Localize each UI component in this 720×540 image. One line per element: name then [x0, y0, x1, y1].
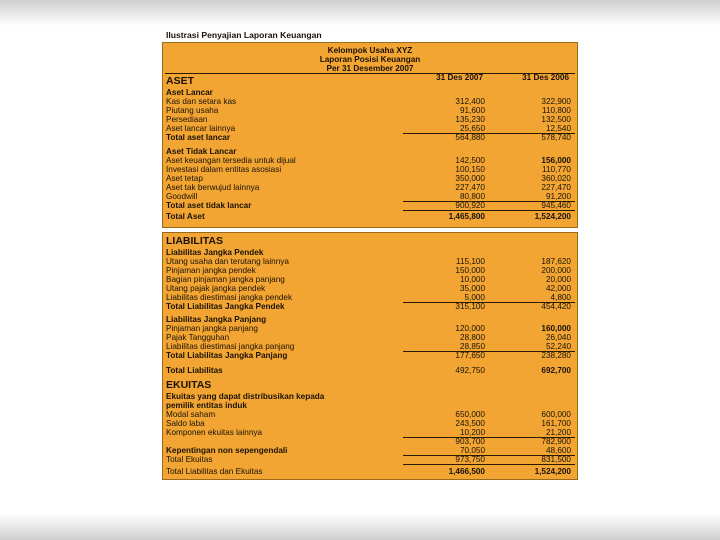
liabilitas-pendek-heading: Liabilitas Jangka Pendek	[166, 248, 264, 257]
row-value-2007: 120,000	[455, 324, 485, 333]
total-label: Total Liabilitas Jangka Panjang	[166, 351, 288, 360]
row-label: Kas dan setara kas	[166, 97, 237, 106]
ekuitas-subheading-1: Ekuitas yang dapat distribusikan kepada	[166, 392, 325, 401]
row-value-2007: 28,800	[459, 333, 485, 342]
row-value-2006: 21,200	[545, 428, 571, 437]
total-label: Total aset tidak lancar	[166, 201, 252, 210]
row-label: Modal saham	[166, 410, 216, 419]
row-label: Aset tak berwujud lainnya	[166, 183, 260, 192]
row-value-2006: 156,000	[541, 156, 571, 165]
row-value-2007: 115,100	[456, 257, 485, 266]
row-value-2007: 35,000	[459, 284, 485, 293]
row-value-2006: 187,620	[541, 257, 571, 266]
row-value-2007: 150,000	[455, 266, 485, 275]
row-value-2006: 26,040	[545, 333, 571, 342]
subtotal-2006: 782,900	[541, 437, 571, 446]
row-value-2006: 600,000	[541, 410, 571, 419]
row-value-2006: 12,540	[545, 124, 571, 133]
row-value-2007: 100,150	[455, 165, 485, 174]
row-value-2007: 10,200	[459, 428, 485, 437]
total-aset-2006: 1,524,200	[534, 212, 571, 221]
row-value-2006: 4,800	[550, 293, 571, 302]
aset-heading: ASET	[166, 75, 195, 87]
row-value-2007: 142,500	[455, 156, 485, 165]
row-label: Utang pajak jangka pendek	[166, 284, 266, 293]
balance-sheet-liabilities-panel	[162, 232, 578, 480]
row-value-2007: 350,000	[455, 174, 485, 183]
total-liabilitas-label: Total Liabilitas	[166, 366, 223, 375]
row-label: Pinjaman jangka panjang	[166, 324, 258, 333]
row-value-2006: 160,000	[541, 324, 571, 333]
row-value-2006: 161,700	[541, 419, 571, 428]
row-label: Utang usaha dan terutang lainnya	[166, 257, 289, 266]
grand-total-2007: 1,466,500	[448, 467, 485, 476]
total-value-2007: 973,750	[455, 455, 485, 464]
row-value-2006: 42,000	[545, 284, 571, 293]
slide-bottom-shade	[0, 514, 720, 540]
total-value-2006: 945,460	[541, 201, 571, 210]
report-date: Per 31 Desember 2007	[326, 64, 414, 73]
total-aset-2007: 1,465,800	[448, 212, 485, 221]
row-label: Aset keuangan tersedia untuk dijual	[166, 156, 296, 165]
total-value-2006: 454,420	[541, 302, 571, 311]
total-value-2006: 238,280	[541, 351, 571, 360]
row-value-2007: 91,600	[459, 106, 485, 115]
aset-lancar-heading: Aset Lancar	[166, 88, 213, 97]
row-value-2006: 227,470	[541, 183, 571, 192]
report-name: Laporan Posisi Keuangan	[319, 55, 421, 64]
row-label: Liabilitas diestimasi jangka panjang	[166, 342, 295, 351]
row-label: Bagian pinjaman jangka panjang	[166, 275, 285, 284]
total-liabilitas-2006: 692,700	[541, 366, 571, 375]
grand-total-label: Total Liabilitas dan Ekuitas	[166, 467, 263, 476]
total-value-2007: 900,920	[455, 201, 485, 210]
subtotal-rule	[403, 464, 575, 465]
row-value-2007: 10,000	[459, 275, 485, 284]
row-value-2007: 80,800	[459, 192, 485, 201]
row-value-2007: 25,650	[459, 124, 485, 133]
row-value-2006: 200,000	[541, 266, 571, 275]
row-value-2006: 110,800	[542, 106, 571, 115]
slide-top-shade	[0, 0, 720, 26]
total-label: Total Liabilitas Jangka Pendek	[166, 302, 285, 311]
row-value-2007: 650,000	[455, 410, 485, 419]
aset-tidak-lancar-heading: Aset Tidak Lancar	[166, 147, 237, 156]
row-label: Kepentingan non sepengendali	[166, 446, 288, 455]
total-value-2007: 177,650	[455, 351, 485, 360]
row-value-2006: 132,500	[541, 115, 571, 124]
row-value-2007: 28,850	[459, 342, 485, 351]
row-label: Pajak Tangguhan	[166, 333, 230, 342]
liabilitas-heading: LIABILITAS	[166, 235, 223, 247]
liabilitas-panjang-heading: Liabilitas Jangka Panjang	[166, 315, 267, 324]
row-label: Aset lancar lainnya	[166, 124, 236, 133]
row-value-2007: 5,000	[464, 293, 485, 302]
total-aset-label: Total Aset	[166, 212, 205, 221]
row-value-2006: 20,000	[545, 275, 571, 284]
row-label: Piutang usaha	[166, 106, 219, 115]
ekuitas-heading: EKUITAS	[166, 379, 212, 391]
row-value-2007: 135,230	[455, 115, 485, 124]
row-label: Goodwill	[166, 192, 198, 201]
grand-total-2006: 1,524,200	[534, 467, 571, 476]
total-label: Total aset lancar	[166, 133, 231, 142]
row-label: Pinjaman jangka pendek	[166, 266, 256, 275]
row-value-2006: 110,770	[542, 165, 571, 174]
row-value-2006: 322,900	[541, 97, 571, 106]
row-value-2006: 91,200	[545, 192, 571, 201]
row-label: Persediaan	[166, 115, 208, 124]
total-value-2007: 315,100	[455, 302, 485, 311]
subtotal-rule	[403, 210, 575, 211]
balance-sheet-assets-panel	[162, 42, 578, 228]
slide-title: Ilustrasi Penyajian Laporan Keuangan	[166, 30, 322, 40]
row-value-2007: 312,400	[455, 97, 485, 106]
row-value-2007: 243,500	[455, 419, 485, 428]
total-value-2007: 564,880	[455, 133, 485, 142]
column-header-2007: 31 Des 2007	[436, 73, 483, 82]
row-label: Komponen ekuitas lainnya	[166, 428, 263, 437]
row-value-2006: 52,240	[545, 342, 571, 351]
row-value-2006: 360,020	[541, 174, 571, 183]
row-label: Liabilitas diestimasi jangka pendek	[166, 293, 293, 302]
subtotal-2007: 903,700	[455, 437, 485, 446]
total-liabilitas-2007: 492,750	[455, 366, 485, 375]
row-label: Investasi dalam entitas asosiasi	[166, 165, 282, 174]
ekuitas-subheading-2: pemilik entitas induk	[166, 401, 247, 410]
row-label: Saldo laba	[166, 419, 205, 428]
row-label: Aset tetap	[166, 174, 203, 183]
row-value-2007: 227,470	[455, 183, 485, 192]
total-value-2006: 831,500	[541, 455, 571, 464]
row-value-2007: 70,050	[459, 446, 485, 455]
row-value-2006: 48,600	[545, 446, 571, 455]
total-label: Total Ekuitas	[166, 455, 213, 464]
column-header-2006: 31 Des 2006	[522, 73, 569, 82]
entity-name: Kelompok Usaha XYZ	[327, 46, 413, 55]
total-value-2006: 578,740	[541, 133, 571, 142]
